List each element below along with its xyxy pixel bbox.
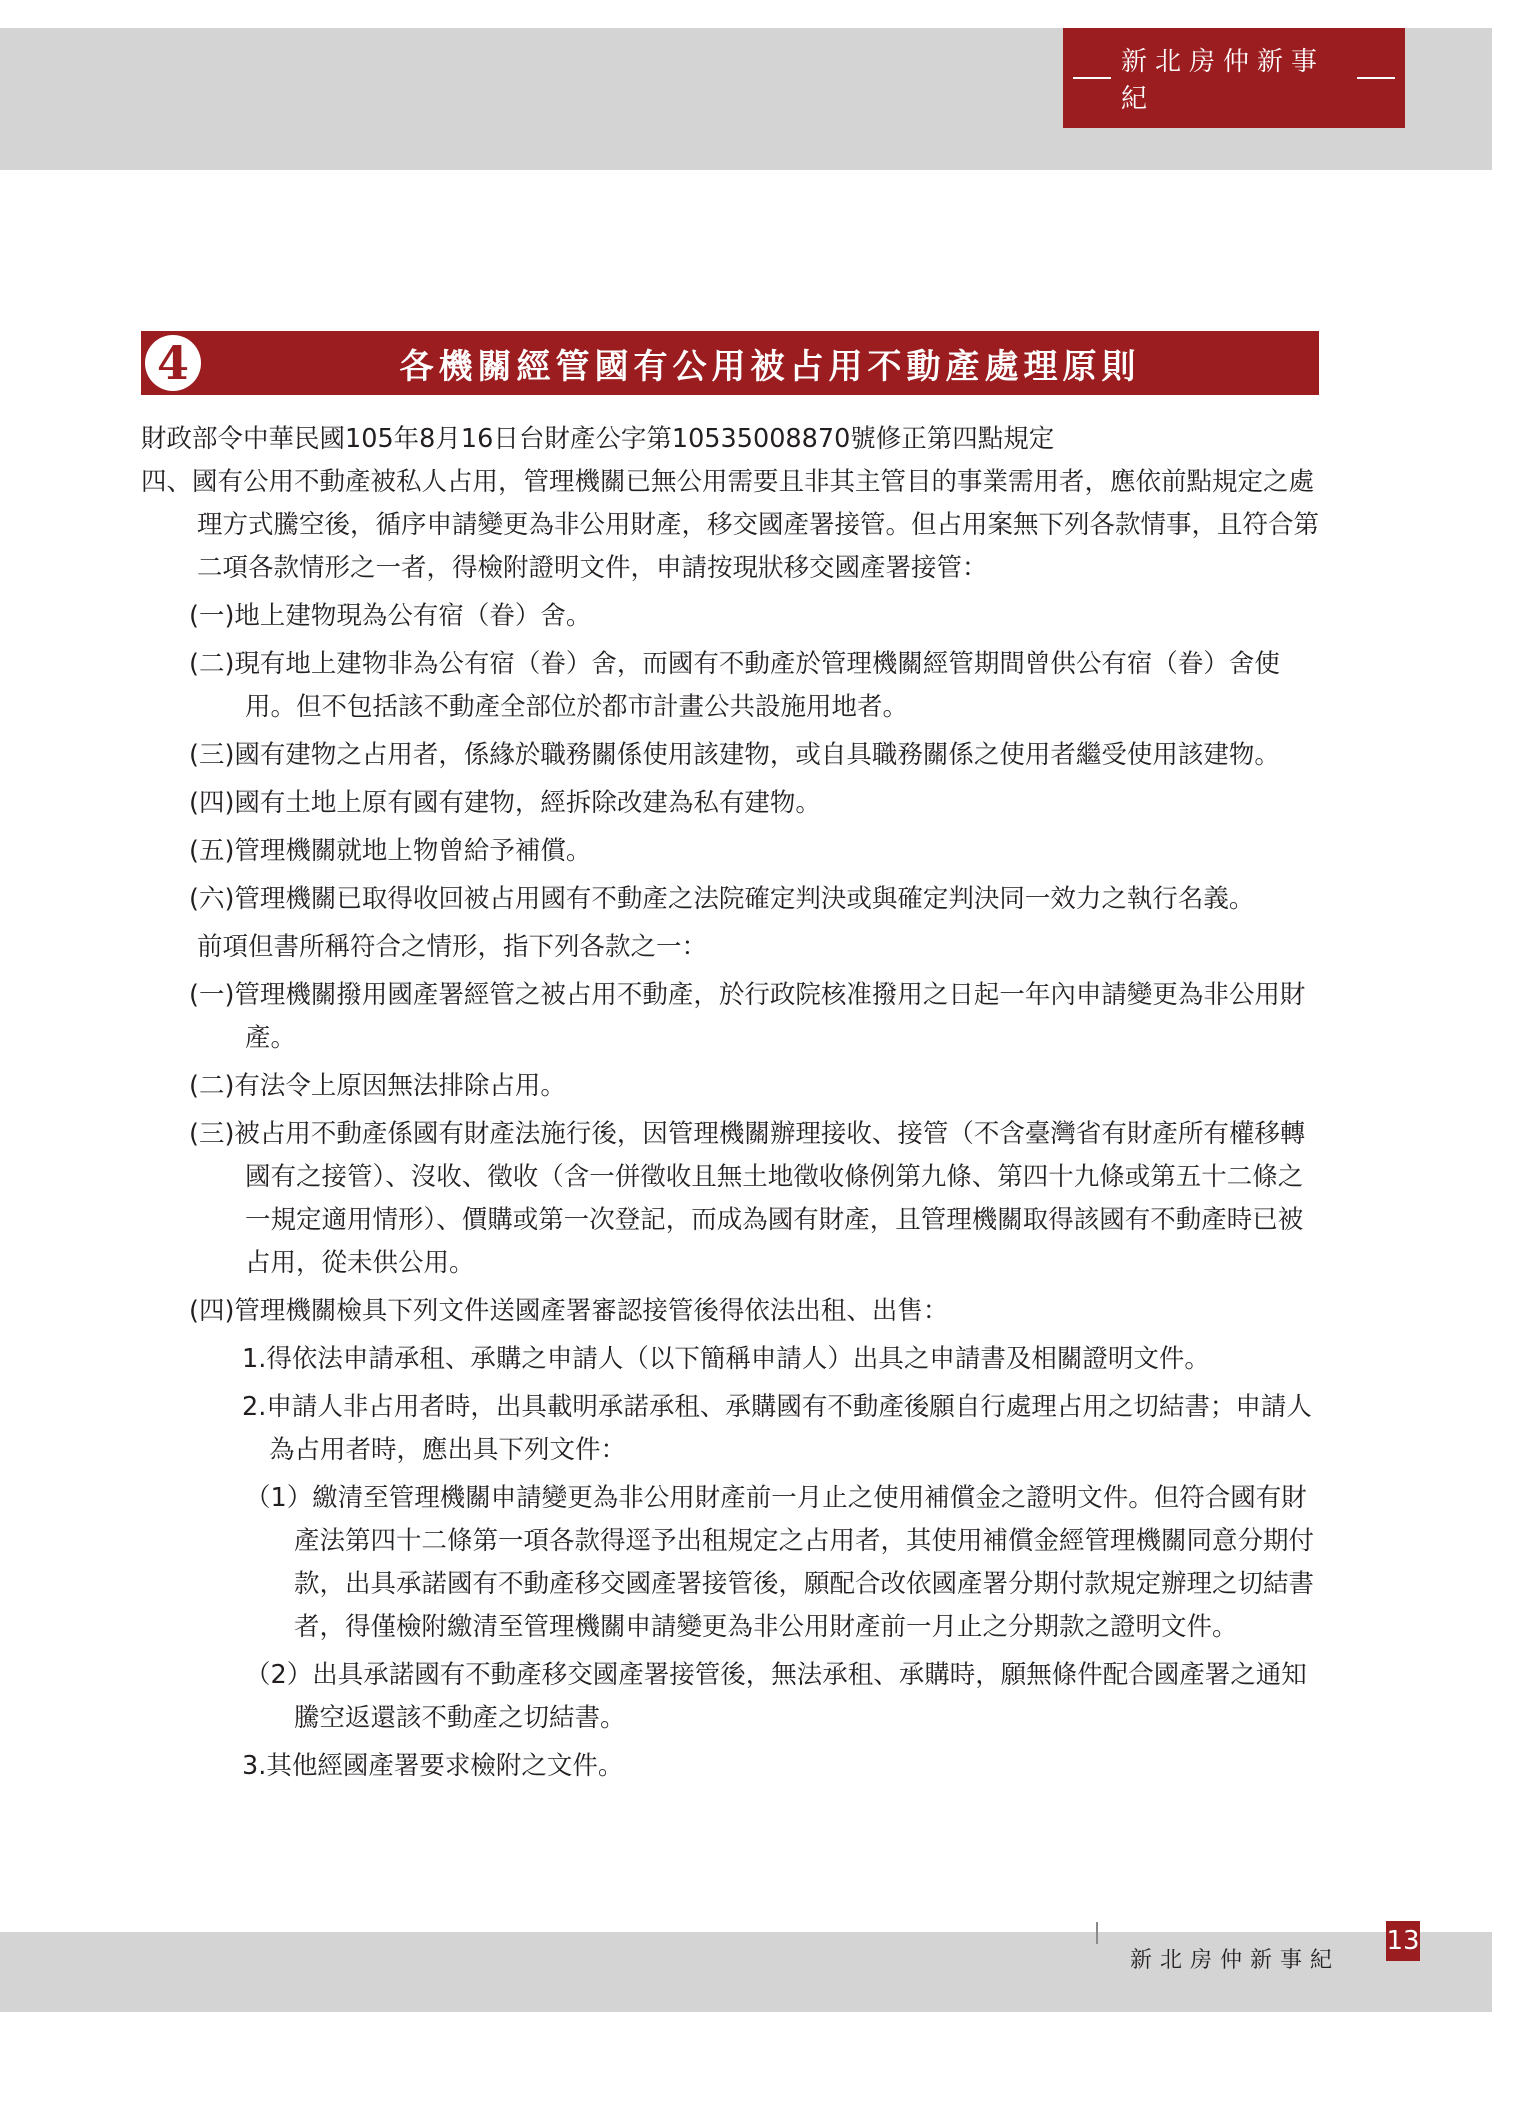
source-line: 財政部令中華民國105年8月16日台財產公字第10535008870號修正第四點規定 (141, 424, 1055, 454)
list-item: (二)現有地上建物非為公有宿（眷）舍，而國有不動產於管理機關經管期間曾供公有宿（眷）舍使用。但不包括該不動產全部位於都市計畫公共設施用地者。 (189, 649, 1280, 722)
list-item: (六)管理機關已取得收回被占用國有不動產之法院確定判決或與確定判決同一效力之執行名義。 (189, 884, 1255, 914)
main-paragraph: 四、國有公用不動產被私人占用，管理機關已無公用需要且非其主管目的事業需用者，應依前點規定之處理方式騰空後，循序申請變更為非公用財產，移交國產署接管。但占用案無下列各款情事，且符合第二項各款情形之一者，得檢附證明文件，申請按現狀移交國產署接管： (141, 467, 1320, 583)
list-item: (四)國有土地上原有國有建物，經拆除改建為私有建物。 (189, 788, 821, 818)
list-item: (四)管理機關檢具下列文件送國產署審認接管後得依法出租、出售： (189, 1296, 949, 1326)
second-paragraph: 前項但書所稱符合之情形，指下列各款之一： (197, 932, 708, 962)
list-item: (三)被占用不動產係國有財產法施行後，因管理機關辦理接收、接管（不含臺灣省有財產所有權移轉國有之接管）、沒收、徵收（含一併徵收且無土地徵收條例第九條、第四十九條或第五十二條之一規定適用情形）、價購或第一次登記，而成為國有財產，且管理機關取得該國有不動產時已被占用，從未供公用。 (189, 1119, 1306, 1278)
sub-sub-item: （2）出具承諾國有不動產移交國產署接管後，無法承租、承購時，願無條件配合國產署之通知騰空返還該不動產之切結書。 (245, 1660, 1307, 1733)
footer-title: 新北房仲新事紀 (1130, 1947, 1341, 1973)
sub-item: 3.其他經國產署要求檢附之文件。 (242, 1751, 624, 1781)
list-item: (一)管理機關撥用國產署經管之被占用不動產，於行政院核准撥用之日起一年內申請變更為非公用財產。 (189, 980, 1306, 1053)
list-item: (二)有法令上原因無法排除占用。 (189, 1071, 566, 1101)
page-number: 13 (1386, 1921, 1420, 1961)
header-tab (1063, 28, 1405, 128)
list-item: (五)管理機關就地上物曾給予補償。 (189, 836, 592, 866)
list-item: (一)地上建物現為公有宿（眷）舍。 (189, 601, 592, 631)
sub-item: 2.申請人非占用者時，出具載明承諾承租、承購國有不動產後願自行處理占用之切結書；申請人為占用者時，應出具下列文件： (242, 1392, 1312, 1465)
section-number-badge: 4 (145, 335, 201, 391)
header-tab-title: 新北房仲新事紀 (1120, 47, 1325, 114)
dash-left (1073, 77, 1111, 79)
footer-separator (1096, 1922, 1098, 1944)
section-title: 各機關經管國有公用被占用不動產處理原則 (399, 346, 1141, 387)
sub-item: 1.得依法申請承租、承購之申請人（以下簡稱申請人）出具之申請書及相關證明文件。 (242, 1344, 1210, 1374)
dash-right (1357, 77, 1395, 79)
section-heading-bar (141, 331, 1319, 395)
article-body (141, 418, 1321, 1788)
list-item: (三)國有建物之占用者，係緣於職務關係使用該建物，或自具職務關係之使用者繼受使用該建物。 (189, 740, 1280, 770)
sub-sub-item: （1）繳清至管理機關申請變更為非公用財產前一月止之使用補償金之證明文件。但符合國有財產法第四十二條第一項各款得逕予出租規定之占用者，其使用補償金經管理機關同意分期付款，出具承諾國有不動產移交國產署接管後，願配合改依國產署分期付款規定辦理之切結書者，得僅檢附繳清至管理機關申請變更為非公用財產前一月止之分期款之證明文件。 (245, 1483, 1315, 1642)
